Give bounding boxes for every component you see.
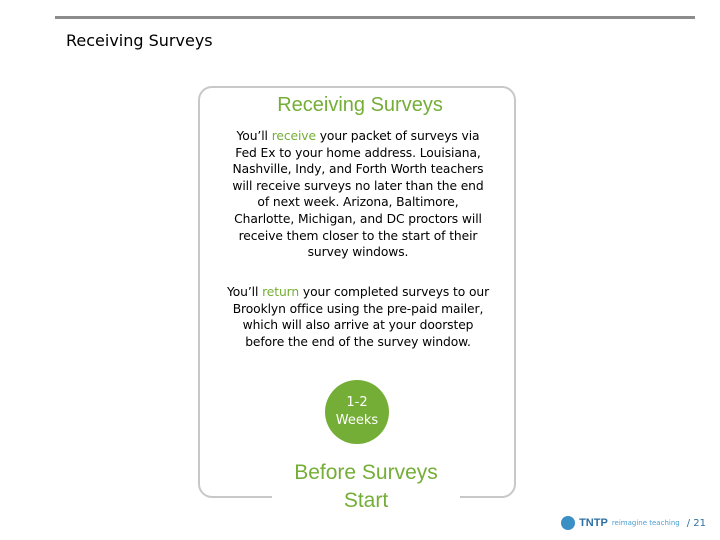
receive-rest: your packet of surveys via Fed Ex to your home address. Louisiana, Nashville, Indy, and Forth Worth teachers will receive surveys no later than the end of next week. Arizona, Baltimore, Charlotte, Michigan, and DC proctors will receive them closer to the start of their survey windows. [232, 129, 484, 260]
duration-range: 1-2 [346, 395, 368, 410]
tntp-logo-icon [561, 516, 575, 530]
receive-paragraph [226, 128, 490, 261]
slide-title: Receiving Surveys [66, 31, 213, 50]
return-paragraph [226, 284, 490, 350]
logo-tagline: reimagine teaching [611, 519, 680, 527]
card-title: Receiving Surveys [277, 94, 443, 116]
duration-unit: Weeks [335, 413, 379, 428]
footer [561, 516, 706, 530]
page-number: / 21 [686, 517, 706, 529]
receive-keyword: receive [271, 129, 316, 143]
timing-label [258, 459, 474, 515]
top-divider [55, 16, 695, 19]
receive-lead: You’ll [236, 129, 272, 143]
logo-text: TNTP [579, 517, 608, 529]
timing-line-1: Before Surveys [294, 461, 438, 484]
return-keyword: return [262, 285, 300, 299]
return-rest: your completed surveys to our Brooklyn office using the pre-paid mailer, which will also arrive at your doorstep before the end of the survey window. [232, 285, 490, 349]
duration-badge [325, 380, 389, 444]
return-lead: You’ll [226, 285, 263, 299]
timing-line-2: Start [343, 489, 389, 512]
